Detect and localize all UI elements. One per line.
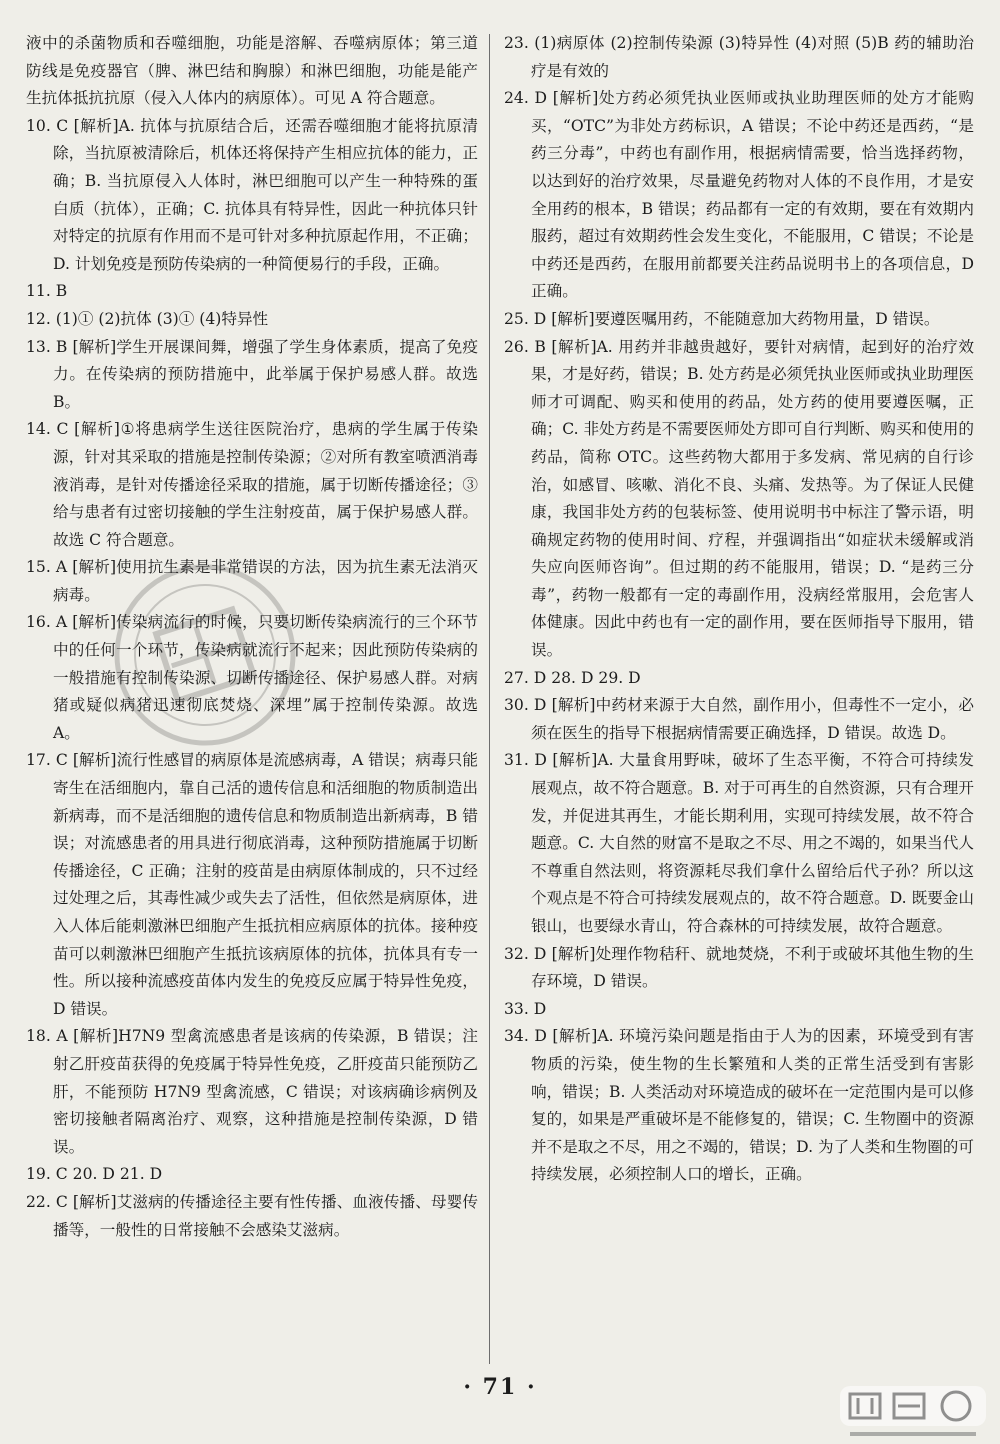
answer-24: 24. D [解析]处方药必须凭执业医师或执业助理医师的处方才能购买，“OTC”为非处方药标识，A 错误；不论中药还是西药，“是药三分毒”，中药也有副作用，根据病情需要，恰当选择药物，以达到好的治疗效果，尽量避免药物对人体的不良作用，才是安全用药的根本，B 错误；药品都有一定的有效期，要在有效期内服药，超过有效期药性会发生变化，不能服用，C 错误；不论是中药还是西药，在服用前都要关注药品说明书上的各项信息，D 正确。 bbox=[504, 89, 974, 301]
answer-27-29: 27. D 28. D 29. D bbox=[504, 668, 641, 687]
answer-33: 33. D bbox=[504, 999, 547, 1018]
answer-23: 23. (1)病原体 (2)控制传染源 (3)特异性 (4)对照 (5)B 药的辅助治疗是有效的 bbox=[504, 34, 974, 80]
answer-12: 12. (1)① (2)抗体 (3)① (4)特异性 bbox=[26, 309, 269, 328]
answer-continuation: 液中的杀菌物质和吞噬细胞，功能是溶解、吞噬病原体；第三道防线是免疫器官（脾、淋巴结和胸腺）和淋巴细胞，功能是能产生抗体抵抗抗原（侵入人体内的病原体）。可见 A 符合题意。 bbox=[26, 34, 478, 108]
answer-26: 26. B [解析]A. 用药并非越贵越好，要针对病情，起到好的治疗效果，才是好药，错误；B. 处方药是必须凭执业医师或执业助理医师才可调配、购买和使用的药品，处方药的使用要遵医嘱，正确；C. 非处方药是不需要医师处方即可自行判断、购买和使用的药品，简称 OTC。这些药物大都用于多发病、常见病的自行诊治，如感冒、咳嗽、消化不良、头痛、发热等。为了保证人民健康，我国非处方药的包装标签、使用说明书中标注了警示语，明确规定药物的使用时间、疗程，并强调指出“如症状未缓解或消失应向医师咨询”。但过期的药不能服用，错误；D. “是药三分毒”，药物一般都有一定的毒副作用，没病经常服用，会危害人体健康。因此中药也有一定的副作用，要在医师指导下服用，错误。 bbox=[504, 337, 974, 660]
answer-19-21: 19. C 20. D 21. D bbox=[26, 1165, 163, 1184]
answer-15: 15. A [解析]使用抗生素是非常错误的方法，因为抗生素无法消灭病毒。 bbox=[26, 558, 478, 604]
answer-34: 34. D [解析]A. 环境污染问题是指由于人为的因素，环境受到有害物质的污染，使生物的生长繁殖和人类的正常生活受到有害影响，错误；B. 人类活动对环境造成的破坏在一定范围内是可以修复的，如果是严重破坏是不能修复的，错误；C. 生物圈中的资源并不是取之不尽，用之不竭的，错误；D. 为了人类和生物圈的可持续发展，必须控制人口的增长，正确。 bbox=[504, 1027, 974, 1184]
answer-31: 31. D [解析]A. 大量食用野味，破坏了生态平衡，不符合可持续发展观点，故不符合题意。B. 对于可再生的自然资源，只有合理开发，并促进其再生，才能长期利用，实现可持续发展，故不符合题意。C. 大自然的财富不是取之不尽、用之不竭的，如果当代人不尊重自然法则，将资源耗尽我们拿什么留给后代子孙？所以这个观点是不符合可持续发展观点的，故不符合题意。D. 既要金山银山，也要绿水青山，符合森林的可持续发展，故符合题意。 bbox=[504, 751, 974, 935]
answer-30: 30. D [解析]中药材来源于大自然，副作用小，但毒性不一定小，必须在医生的指导下根据病情需要正确选择，D 错误。故选 D。 bbox=[504, 696, 974, 742]
answer-25: 25. D [解析]要遵医嘱用药，不能随意加大药物用量，D 错误。 bbox=[504, 309, 940, 328]
answer-16: 16. A [解析]传染病流行的时候，只要切断传染病流行的三个环节中的任何一个环节，传染病就流行不起来；因此预防传染病的一般措施有控制传染源、切断传播途径、保护易感人群。对病猪或疑似病猪迅速彻底焚烧、深埋”属于控制传染源。故选 A。 bbox=[26, 613, 478, 742]
site-logo-icon bbox=[838, 1384, 988, 1440]
answer-18: 18. A [解析]H7N9 型禽流感患者是该病的传染源，B 错误；注射乙肝疫苗获得的免疫属于特异性免疫，乙肝疫苗只能预防乙肝，不能预防 H7N9 型禽流感，C 错误；对该病确诊病例及密切接触者隔离治疗、观察，这种措施是控制传染源，D 错误。 bbox=[26, 1027, 478, 1156]
answer-32: 32. D [解析]处理作物秸秆、就地焚烧，不利于或破坏其他生物的生存环境，D 错误。 bbox=[504, 944, 974, 991]
answer-10: 10. C [解析]A. 抗体与抗原结合后，还需吞噬细胞才能将抗原清除，当抗原被清除后，机体还将保持产生相应抗体的能力，正确；B. 当抗原侵入人体时，淋巴细胞可以产生一种特殊的蛋白质（抗体），正确；C. 抗体具有特异性，因此一种抗体只针对特定的抗原有作用而不是可针对多种抗原起作用，不正确；D. 计划免疫是预防传染病的一种简便易行的手段，正确。 bbox=[26, 116, 478, 273]
answer-14: 14. C [解析]①将患病学生送往医院治疗，患病的学生属于传染源，针对其采取的措施是控制传染源；②对所有教室喷洒消毒液消毒，是针对传播途径采取的措施，属于切断传播途径；③给与患者有过密切接触的学生注射疫苗，属于保护易感人群。故选 C 符合题意。 bbox=[26, 420, 478, 549]
column-divider bbox=[489, 34, 490, 1364]
answer-11: 11. B bbox=[26, 282, 68, 301]
page-number: · 71 · bbox=[463, 1374, 537, 1400]
answer-22: 22. C [解析]艾滋病的传播途径主要有性传播、血液传播、母婴传播等，一般性的日常接触不会感染艾滋病。 bbox=[26, 1192, 478, 1239]
right-column bbox=[504, 30, 974, 1189]
answer-13: 13. B [解析]学生开展课间舞，增强了学生身体素质，提高了免疫力。在传染病的预防措施中，此举属于保护易感人群。故选 B。 bbox=[26, 337, 478, 411]
answer-17: 17. C [解析]流行性感冒的病原体是流感病毒，A 错误；病毒只能寄生在活细胞内，靠自己活的遗传信息和活细胞的物质制造出新病毒，而不是活细胞的遗传信息和物质制造出新病毒，B 错误；对流感患者的用具进行彻底消毒，这种预防措施属于切断传播途径，C 正确；注射的疫苗是由病原体制成的，只不过经过处理之后，其毒性减少或失去了活性，但依然是病原体，进入人体后能刺激淋巴细胞产生抵抗相应病原体的抗体。接种疫苗可以刺激淋巴细胞产生抵抗该病原体的抗体，抗体具有专一性。所以接种流感疫苗体内发生的免疫反应属于特异性免疫，D 错误。 bbox=[26, 751, 478, 1018]
